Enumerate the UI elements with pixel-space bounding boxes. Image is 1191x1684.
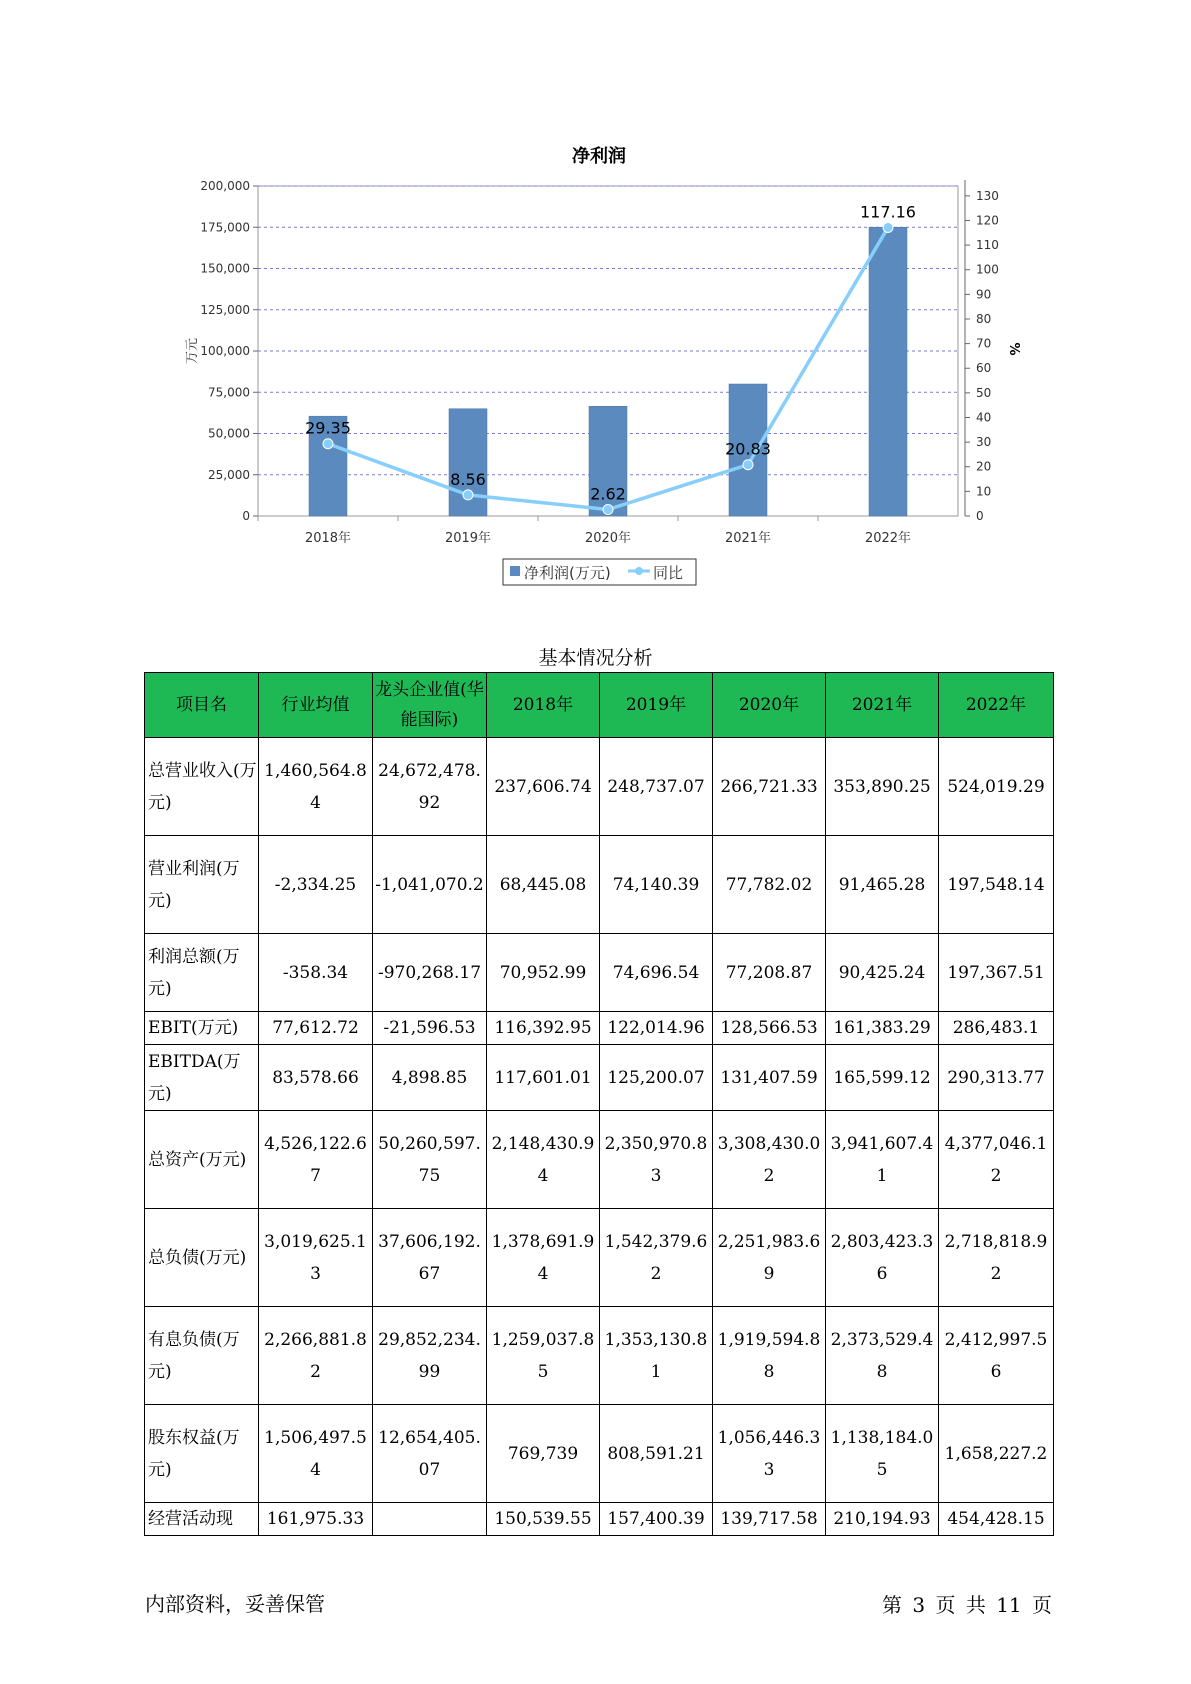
- table-cell: 90,425.24: [826, 934, 939, 1012]
- footer-page-info: [882, 1589, 1052, 1618]
- table-cell: 769,739: [487, 1405, 600, 1503]
- table-row: [145, 738, 1054, 836]
- data-label-yoy: 29.35: [305, 418, 351, 438]
- row-label: EBITDA(万元): [145, 1045, 259, 1111]
- y2-tick-label: 90: [976, 287, 992, 302]
- header-2022: 2022年: [939, 673, 1054, 738]
- table-cell: 91,465.28: [826, 836, 939, 934]
- header-2018: 2018年: [487, 673, 600, 738]
- table-cell: 157,400.39: [600, 1503, 713, 1536]
- table-cell: 83,578.66: [259, 1045, 373, 1111]
- table-cell: 1,138,184.05: [826, 1405, 939, 1503]
- point-yoy: [323, 439, 333, 449]
- table-cell: 524,019.29: [939, 738, 1054, 836]
- table-cell: -358.34: [259, 934, 373, 1012]
- point-yoy: [743, 460, 753, 470]
- row-label: 总资产(万元): [145, 1111, 259, 1209]
- point-yoy: [603, 505, 613, 515]
- table-cell: [373, 1503, 487, 1536]
- row-label: 利润总额(万元): [145, 934, 259, 1012]
- table-cell: 122,014.96: [600, 1012, 713, 1045]
- table-row: [145, 1209, 1054, 1307]
- y2-tick-label: 100: [976, 262, 999, 277]
- legend-bar-label: 净利润(万元): [524, 564, 611, 582]
- total-unit: 页: [1032, 1593, 1052, 1617]
- chart-title: 净利润: [572, 146, 626, 167]
- table-cell: 248,737.07: [600, 738, 713, 836]
- page-prefix: 第: [882, 1593, 903, 1617]
- table-cell: 1,919,594.88: [713, 1307, 826, 1405]
- table-cell: 1,259,037.85: [487, 1307, 600, 1405]
- y-axis-label: 万元: [185, 337, 200, 365]
- y-tick-label: 75,000: [208, 385, 250, 400]
- row-label: 股东权益(万元): [145, 1405, 259, 1503]
- x-tick-label: 2022年: [864, 531, 912, 546]
- table-cell: 210,194.93: [826, 1503, 939, 1536]
- y2-tick-label: 120: [976, 213, 999, 228]
- table-row: [145, 1111, 1054, 1209]
- table-cell: -1,041,070.2: [373, 836, 487, 934]
- y-tick-label: 100,000: [200, 344, 250, 358]
- table-cell: 286,483.1: [939, 1012, 1054, 1045]
- data-label-yoy: 117.16: [860, 202, 916, 222]
- y2-tick-label: 10: [976, 484, 992, 499]
- table-row: [145, 934, 1054, 1012]
- table-cell: 29,852,234.99: [373, 1307, 487, 1405]
- table-cell: 125,200.07: [600, 1045, 713, 1111]
- table-row: [145, 1307, 1054, 1405]
- table-cell: 2,266,881.82: [259, 1307, 373, 1405]
- y2-tick-label: 80: [976, 311, 992, 326]
- y-tick-label: 0: [242, 509, 250, 523]
- table-cell: 1,542,379.62: [600, 1209, 713, 1307]
- data-label-yoy: 20.83: [725, 439, 771, 459]
- header-leader-value: 龙头企业值(华能国际): [373, 673, 487, 738]
- row-label: 营业利润(万元): [145, 836, 259, 934]
- table-cell: 161,975.33: [259, 1503, 373, 1536]
- table-cell: 165,599.12: [826, 1045, 939, 1111]
- table-cell: 2,350,970.83: [600, 1111, 713, 1209]
- table-row: [145, 1503, 1054, 1536]
- table-cell: 3,019,625.13: [259, 1209, 373, 1307]
- y2-tick-label: 60: [976, 361, 992, 376]
- page-number: 3: [912, 1593, 926, 1617]
- basic-analysis-table: [144, 672, 1054, 1536]
- table-cell: 2,373,529.48: [826, 1307, 939, 1405]
- table-cell: 290,313.77: [939, 1045, 1054, 1111]
- data-label-yoy: 8.56: [450, 469, 486, 489]
- table-cell: 24,672,478.92: [373, 738, 487, 836]
- legend-line-label: 同比: [653, 564, 684, 582]
- y2-tick-label: 40: [976, 410, 992, 425]
- table-cell: 3,308,430.02: [713, 1111, 826, 1209]
- header-2021: 2021年: [826, 673, 939, 738]
- table-cell: 237,606.74: [487, 738, 600, 836]
- table-cell: 4,526,122.67: [259, 1111, 373, 1209]
- table-cell: 12,654,405.07: [373, 1405, 487, 1503]
- table-row: [145, 836, 1054, 934]
- y2-tick-label: 0: [976, 509, 984, 523]
- y-tick-label: 125,000: [200, 302, 250, 317]
- total-prefix: 共: [965, 1593, 986, 1617]
- row-label: 经营活动现: [145, 1503, 259, 1536]
- y-tick-label: 175,000: [200, 220, 250, 235]
- footer-confidential-note: 内部资料，妥善保管: [145, 1592, 325, 1616]
- table-cell: 4,898.85: [373, 1045, 487, 1111]
- table-cell: 2,718,818.92: [939, 1209, 1054, 1307]
- table-cell: 131,407.59: [713, 1045, 826, 1111]
- legend-line-marker: [635, 567, 643, 575]
- table-cell: 128,566.53: [713, 1012, 826, 1045]
- net-profit-chart: [0, 0, 1191, 600]
- table-cell: 197,367.51: [939, 934, 1054, 1012]
- row-label: 总营业收入(万元): [145, 738, 259, 836]
- y2-axis-label: %: [1006, 342, 1021, 356]
- table-cell: 1,506,497.54: [259, 1405, 373, 1503]
- table-cell: 1,658,227.2: [939, 1405, 1054, 1503]
- table-header-row: [145, 673, 1054, 738]
- table-cell: -970,268.17: [373, 934, 487, 1012]
- table-cell: 3,941,607.41: [826, 1111, 939, 1209]
- table-cell: 139,717.58: [713, 1503, 826, 1536]
- header-item-name: 项目名: [145, 673, 259, 738]
- y-tick-label: 200,000: [200, 179, 250, 193]
- table-row: [145, 1405, 1054, 1503]
- table-cell: 353,890.25: [826, 738, 939, 836]
- table-cell: 266,721.33: [713, 738, 826, 836]
- header-industry-average: 行业均值: [259, 673, 373, 738]
- table-cell: 1,378,691.94: [487, 1209, 600, 1307]
- y-tick-label: 150,000: [200, 261, 250, 276]
- y-tick-label: 25,000: [208, 467, 250, 482]
- table-cell: 116,392.95: [487, 1012, 600, 1045]
- table-cell: 2,803,423.36: [826, 1209, 939, 1307]
- table-cell: 77,612.72: [259, 1012, 373, 1045]
- header-2020: 2020年: [713, 673, 826, 738]
- bar-net-profit: [869, 227, 907, 516]
- table-cell: 77,208.87: [713, 934, 826, 1012]
- y2-tick-label: 20: [976, 459, 992, 474]
- y-tick-label: 50,000: [208, 426, 250, 441]
- table-cell: 74,140.39: [600, 836, 713, 934]
- table-cell: 68,445.08: [487, 836, 600, 934]
- table-cell: 808,591.21: [600, 1405, 713, 1503]
- page-unit: 页: [935, 1593, 956, 1617]
- row-label: 有息负债(万元): [145, 1307, 259, 1405]
- table-cell: -21,596.53: [373, 1012, 487, 1045]
- row-label: 总负债(万元): [145, 1209, 259, 1307]
- y2-tick-label: 130: [976, 188, 999, 203]
- table-cell: 70,952.99: [487, 934, 600, 1012]
- table-caption: 基本情况分析: [538, 647, 653, 669]
- table-cell: 197,548.14: [939, 836, 1054, 934]
- header-2019: 2019年: [600, 673, 713, 738]
- table-cell: 50,260,597.75: [373, 1111, 487, 1209]
- x-tick-label: 2021年: [724, 531, 772, 546]
- table-cell: 1,460,564.84: [259, 738, 373, 836]
- x-tick-label: 2019年: [444, 531, 492, 546]
- y2-tick-label: 70: [976, 336, 992, 351]
- table-cell: -2,334.25: [259, 836, 373, 934]
- legend-bar-swatch: [510, 566, 520, 576]
- table-row: [145, 1045, 1054, 1111]
- table-cell: 150,539.55: [487, 1503, 600, 1536]
- table-cell: 4,377,046.12: [939, 1111, 1054, 1209]
- table-cell: 454,428.15: [939, 1503, 1054, 1536]
- table-cell: 2,148,430.94: [487, 1111, 600, 1209]
- table-cell: 74,696.54: [600, 934, 713, 1012]
- point-yoy: [463, 490, 473, 500]
- table-cell: 2,412,997.56: [939, 1307, 1054, 1405]
- table-cell: 1,353,130.81: [600, 1307, 713, 1405]
- point-yoy: [883, 222, 893, 232]
- data-label-yoy: 2.62: [590, 484, 626, 504]
- x-tick-label: 2020年: [584, 531, 632, 546]
- table-cell: 77,782.02: [713, 836, 826, 934]
- table-cell: 117,601.01: [487, 1045, 600, 1111]
- x-tick-label: 2018年: [304, 531, 352, 546]
- y2-tick-label: 50: [976, 385, 992, 400]
- table-cell: 37,606,192.67: [373, 1209, 487, 1307]
- table-cell: 2,251,983.69: [713, 1209, 826, 1307]
- table-row: [145, 1012, 1054, 1045]
- y2-tick-label: 110: [976, 238, 999, 253]
- chart-legend: [503, 559, 696, 585]
- table-cell: 161,383.29: [826, 1012, 939, 1045]
- total-pages: 11: [996, 1593, 1022, 1617]
- row-label: EBIT(万元): [145, 1012, 259, 1045]
- table-cell: 1,056,446.33: [713, 1405, 826, 1503]
- y2-tick-label: 30: [976, 435, 992, 450]
